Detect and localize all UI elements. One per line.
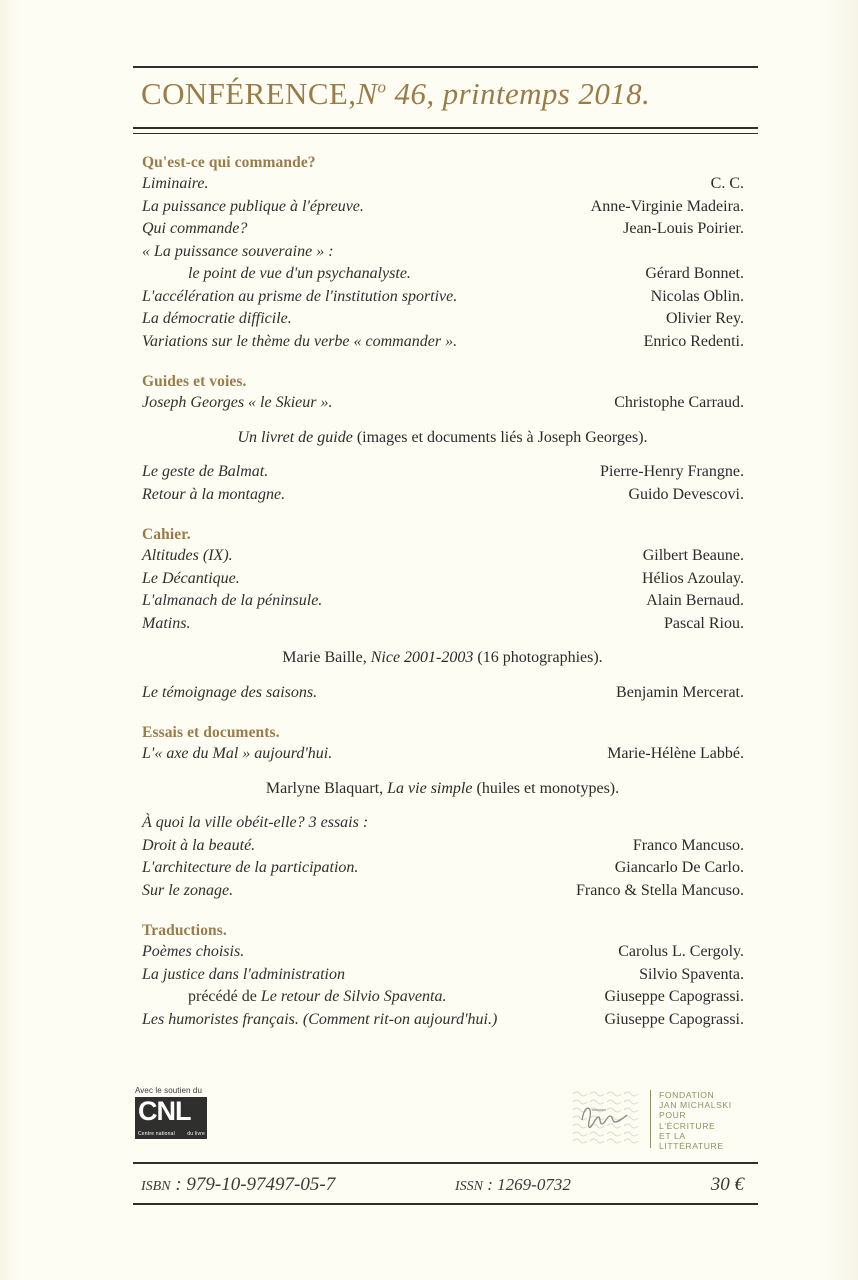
- fondation-jan-michalski-logo: [570, 1088, 755, 1150]
- section-spacer: [133, 902, 758, 920]
- toc-entry: [133, 880, 758, 903]
- toc-entry: [133, 964, 758, 987]
- title-issue: $N^o$ 46, printemps 2018.: [356, 76, 651, 111]
- entry-title: [142, 986, 446, 1009]
- toc-entry: [133, 484, 758, 507]
- spacer: [133, 670, 758, 682]
- issn-label: ISSN: [455, 1179, 483, 1194]
- entry-title: L'architecture de la participation.: [142, 859, 359, 876]
- toc-entry: [133, 835, 758, 858]
- section-heading: Traductions.: [142, 922, 227, 939]
- toc-entry: [133, 1009, 758, 1032]
- toc-entry: [133, 173, 758, 196]
- entry-title: Poèmes choisis.: [142, 943, 245, 960]
- toc-entry: [133, 461, 758, 484]
- entry-title: L'« axe du Mal » aujourd'hui.: [142, 745, 333, 762]
- entry-title: La démocratie difficile.: [142, 310, 292, 327]
- content-sheet: [133, 0, 758, 1280]
- toc-entry: [133, 590, 758, 613]
- center-note-roman: (images et documents liés à Joseph Georges).: [352, 428, 648, 446]
- issn-value: : 1269-0732: [483, 1175, 571, 1194]
- entry-title: L'accélération au prisme de l'institution sportive.: [142, 287, 458, 305]
- cnl-subtitle-left: Centre national: [138, 1131, 175, 1137]
- signature-icon: [570, 1088, 644, 1146]
- entry-title: La justice dans l'administration: [142, 965, 345, 983]
- toc-entry: [133, 241, 758, 264]
- entry-author: Christophe Carraud.: [614, 394, 744, 411]
- entry-author: Giancarlo De Carlo.: [614, 859, 744, 876]
- entry-title-italic: Le retour de Silvio Spaventa.: [260, 988, 447, 1005]
- title-rule-bottom-thin: [133, 133, 758, 134]
- entry-title: Matins.: [142, 614, 191, 632]
- title-rule-bottom-thick: [133, 127, 758, 129]
- price: 30 €: [710, 1174, 744, 1195]
- entry-title: Les humoristes français. (Comment rit-on aujourd'hui.): [142, 1010, 498, 1028]
- toc-entry: [133, 941, 758, 964]
- entry-title: « La puissance souveraine » :: [142, 242, 334, 260]
- entry-title: La puissance publique à l'épreuve.: [142, 197, 364, 215]
- entry-author: Enrico Redenti.: [643, 332, 744, 350]
- section-traductions: [133, 920, 758, 1031]
- section-heading: Essais et documents.: [142, 724, 280, 741]
- entry-title: Retour à la montagne.: [142, 485, 286, 503]
- entry-author: Guido Devescovi.: [628, 485, 744, 503]
- entry-author: Silvio Spaventa.: [639, 965, 744, 983]
- title-rule-top: [133, 66, 758, 68]
- center-note-italic: Un livret de guide: [237, 428, 353, 446]
- toc-entry: [133, 263, 758, 286]
- center-note: [133, 647, 758, 670]
- entry-author: Anne-Virginie Madeira.: [590, 197, 744, 215]
- isbn-label: ISBN: [141, 1179, 171, 1194]
- entry-title: Droit à la beauté.: [142, 836, 256, 854]
- entry-author: Pascal Riou.: [664, 614, 744, 632]
- fondation-line-1: FONDATION: [659, 1090, 715, 1100]
- fondation-line-2: JAN MICHALSKI: [659, 1100, 732, 1111]
- entry-title: Le Décantique.: [142, 569, 240, 587]
- entry-author: Pierre-Henry Frangne.: [600, 463, 744, 480]
- title-season: printemps 2018.: [434, 76, 651, 111]
- cnl-logo: [135, 1086, 231, 1139]
- entry-title-roman: précédé de: [188, 988, 261, 1005]
- isbn: [141, 1174, 335, 1196]
- center-note: [133, 427, 758, 450]
- logo-divider: [650, 1090, 651, 1148]
- toc-entry: [133, 308, 758, 331]
- toc-entry: [133, 857, 758, 880]
- entry-author: Hélios Azoulay.: [641, 569, 744, 587]
- center-note-roman-pre: Marie Baille,: [282, 649, 371, 666]
- entry-title: Sur le zonage.: [142, 881, 234, 899]
- cnl-letters: CNL: [138, 1097, 191, 1126]
- spacer: [133, 635, 758, 647]
- toc-entry: [133, 218, 758, 241]
- cnl-logo-box: [135, 1097, 207, 1139]
- entry-author: Franco & Stella Mancuso.: [576, 881, 744, 899]
- entry-author: Franco Mancuso.: [632, 836, 744, 854]
- section-heading: Guides et voies.: [142, 373, 247, 390]
- sponsor-logos: [133, 1086, 758, 1158]
- section-heading: Cahier.: [142, 526, 191, 543]
- fondation-text: [659, 1088, 732, 1150]
- fondation-line-5: ET LA: [659, 1130, 686, 1141]
- fondation-line-6: LITTÉRATURE: [659, 1141, 724, 1152]
- title-issue-superscript: o: [377, 77, 387, 97]
- entry-author: Olivier Rey.: [665, 310, 744, 327]
- fondation-line-3: POUR: [659, 1110, 687, 1121]
- table-of-contents: [133, 152, 758, 1031]
- cnl-support-text: Avec le soutien du: [135, 1086, 203, 1095]
- entry-title: Le geste de Balmat.: [142, 463, 269, 480]
- entry-author: Giuseppe Capograssi.: [604, 1010, 744, 1028]
- center-note-roman-pre: Marlyne Blaquart,: [265, 779, 388, 797]
- entry-author: Jean-Louis Poirier.: [623, 220, 744, 237]
- entry-title: À quoi la ville obéit-elle? 3 essais :: [142, 814, 369, 831]
- section-quest-ce-qui-commande: [133, 152, 758, 353]
- section-spacer: [133, 506, 758, 524]
- center-note-italic: La vie simple: [387, 779, 473, 797]
- entry-title: Liminaire.: [142, 175, 209, 192]
- entry-author: Alain Bernaud.: [646, 592, 744, 609]
- cnl-subtitle: [138, 1131, 205, 1137]
- section-heading: Qu'est-ce qui commande?: [142, 154, 316, 171]
- section-essais-et-documents: [133, 722, 758, 902]
- entry-title: Le témoignage des saisons.: [142, 683, 318, 701]
- entry-author: Giuseppe Capograssi.: [604, 988, 744, 1005]
- toc-entry: [133, 545, 758, 568]
- section-guides-et-voies: [133, 371, 758, 506]
- title-number: 46,: [386, 76, 435, 111]
- toc-entry: [133, 331, 758, 354]
- spacer: [133, 800, 758, 812]
- entry-author: Gilbert Beaune.: [642, 547, 744, 564]
- toc-entry: [133, 392, 758, 415]
- center-note-italic: Nice 2001-2003: [370, 649, 474, 666]
- section-spacer: [133, 353, 758, 371]
- entry-title: Variations sur le thème du verbe « commander ».: [142, 332, 458, 350]
- toc-entry: [133, 986, 758, 1009]
- toc-entry: [133, 568, 758, 591]
- center-note-roman: (huiles et monotypes).: [472, 779, 620, 797]
- toc-entry: [133, 812, 758, 835]
- title-main: CONFÉRENCE,: [141, 76, 357, 111]
- entry-title: Joseph Georges « le Skieur ».: [142, 394, 333, 411]
- toc-entry: [133, 613, 758, 636]
- isbn-value: : 979-10-97497-05-7: [170, 1174, 336, 1195]
- entry-title: L'almanach de la péninsule.: [142, 592, 323, 609]
- toc-entry: [133, 682, 758, 705]
- entry-author: C. C.: [710, 175, 744, 192]
- entry-author: Benjamin Mercerat.: [616, 683, 744, 701]
- toc-entry: [133, 286, 758, 309]
- fondation-line-4: L'ÉCRITURE: [659, 1120, 716, 1131]
- toc-entry: [133, 743, 758, 766]
- footer: [133, 1168, 758, 1202]
- entry-title: le point de vue d'un psychanalyste.: [188, 265, 411, 282]
- toc-entry: [133, 196, 758, 219]
- section-cahier: [133, 524, 758, 704]
- handwriting-mark-icon: [570, 1088, 644, 1146]
- spacer: [133, 766, 758, 778]
- entry-author: Marie-Hélène Labbé.: [607, 745, 744, 762]
- entry-author: Gérard Bonnet.: [645, 265, 744, 282]
- entry-author: Carolus L. Cergoly.: [618, 943, 744, 960]
- footer-rule-bottom: [133, 1203, 758, 1205]
- center-note: [133, 778, 758, 801]
- cnl-subtitle-right: du livre: [187, 1131, 205, 1137]
- entry-title: Altitudes (IX).: [142, 547, 233, 564]
- entry-author: Nicolas Oblin.: [650, 287, 744, 305]
- section-spacer: [133, 704, 758, 722]
- issn: [455, 1175, 571, 1195]
- page-title: [141, 76, 758, 112]
- entry-title: Qui commande?: [142, 220, 248, 237]
- spacer: [133, 415, 758, 427]
- spacer: [133, 449, 758, 461]
- center-note-roman: (16 photographies).: [473, 649, 603, 666]
- footer-rule-top: [133, 1162, 758, 1164]
